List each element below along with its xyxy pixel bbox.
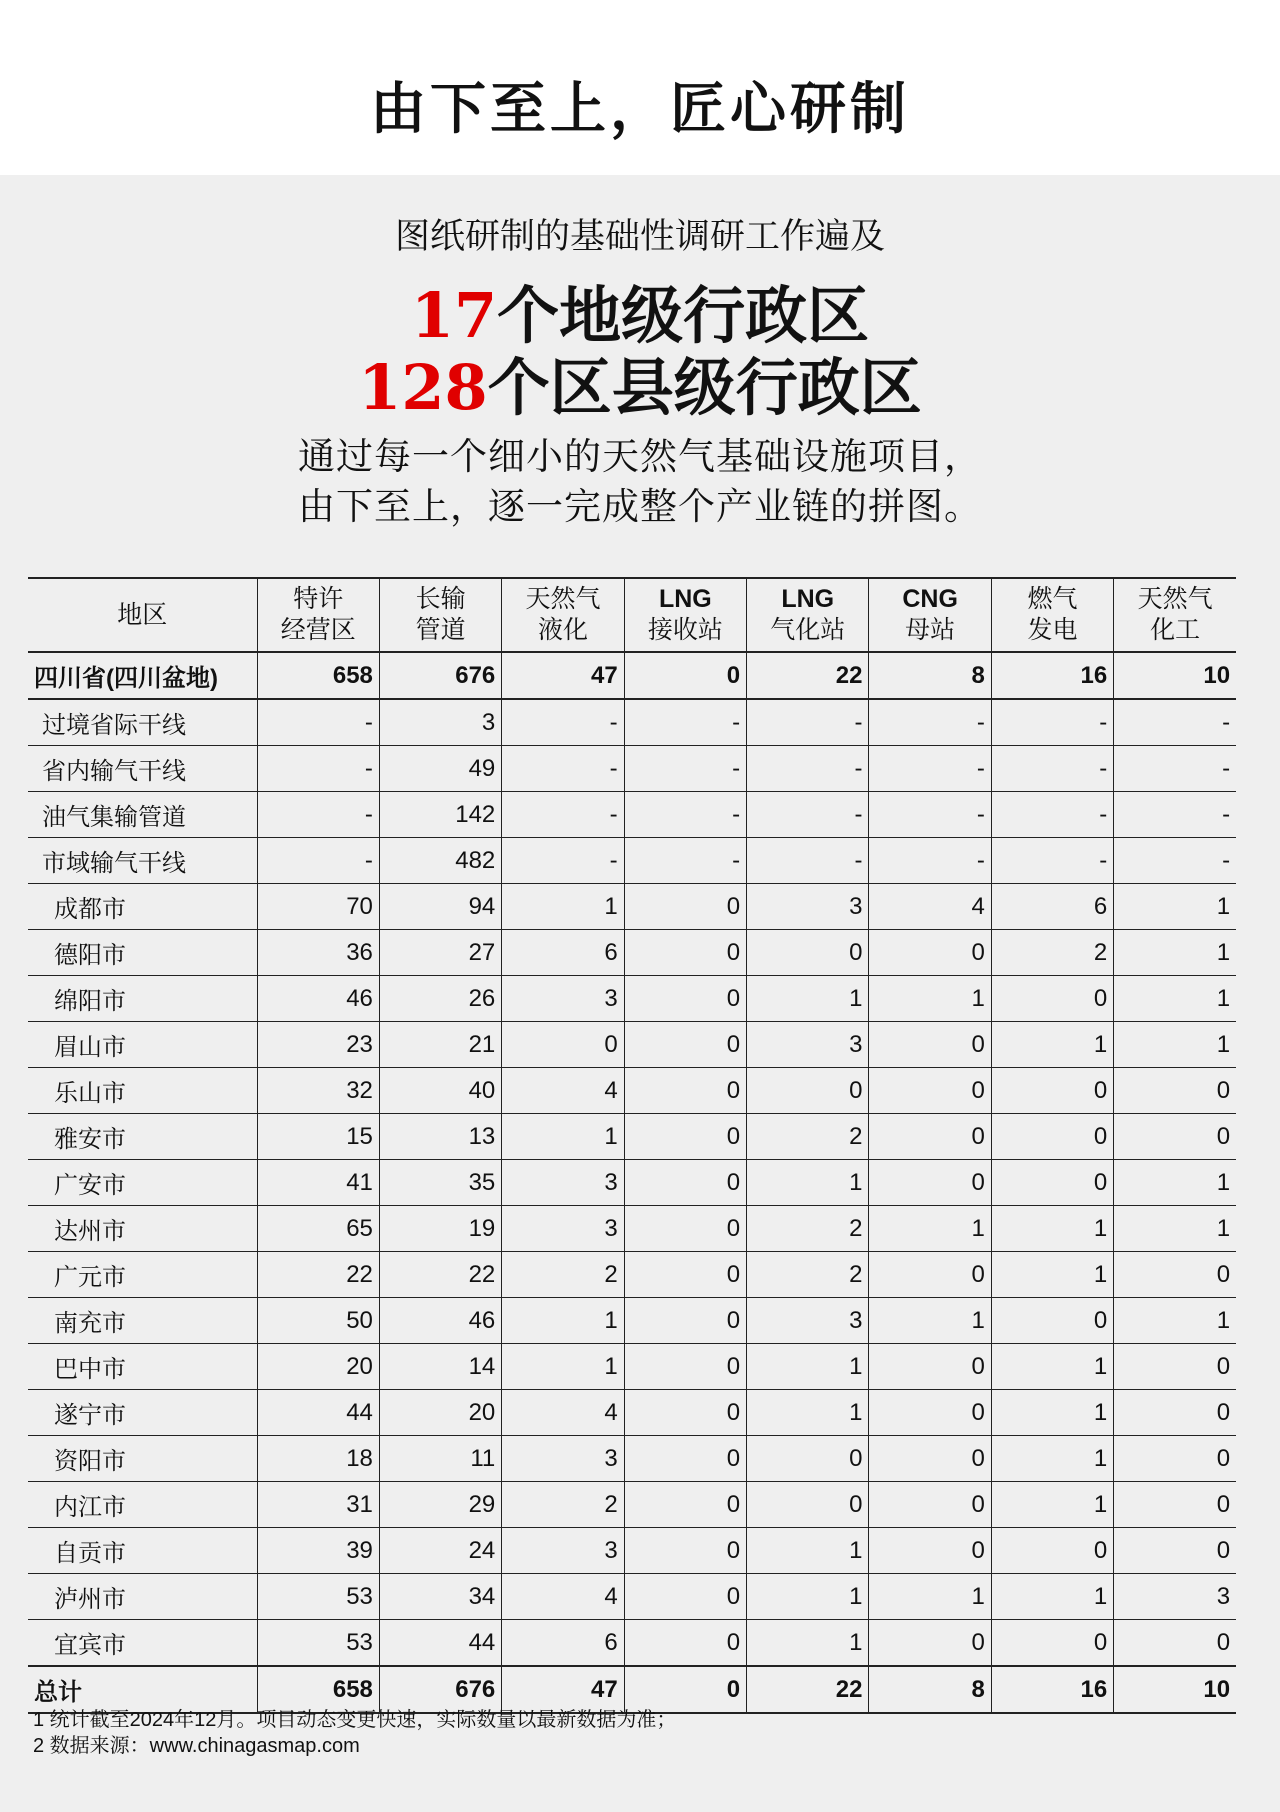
value-cell: 22: [257, 1252, 379, 1298]
value-cell: 1: [991, 1436, 1113, 1482]
value-cell: 1: [747, 1574, 869, 1620]
value-cell: 70: [257, 884, 379, 930]
value-cell: 0: [624, 1620, 746, 1667]
table-row: [28, 1390, 1236, 1436]
value-cell: 0: [1114, 1390, 1236, 1436]
region-name-cell: 资阳市: [28, 1436, 257, 1482]
column-header-7: [991, 578, 1113, 652]
table-row: [28, 884, 1236, 930]
table-row: [28, 792, 1236, 838]
table-row: [28, 1344, 1236, 1390]
value-cell: 0: [624, 1482, 746, 1528]
region-name-cell: 过境省际干线: [28, 699, 257, 746]
value-cell: 0: [991, 1528, 1113, 1574]
footnotes: [33, 1707, 676, 1759]
value-cell: 0: [624, 884, 746, 930]
value-cell: 0: [869, 1068, 991, 1114]
value-cell: -: [747, 746, 869, 792]
table-row: [28, 1068, 1236, 1114]
county-count-line: [0, 352, 1280, 424]
table-row: [28, 699, 1236, 746]
region-name-cell: 眉山市: [28, 1022, 257, 1068]
value-cell: 658: [257, 652, 379, 699]
value-cell: 3: [502, 976, 624, 1022]
table-row: [28, 1620, 1236, 1667]
value-cell: 1: [991, 1022, 1113, 1068]
value-cell: 26: [379, 976, 501, 1022]
table-row: [28, 930, 1236, 976]
value-cell: 0: [624, 1206, 746, 1252]
value-cell: -: [624, 792, 746, 838]
table-row: [28, 1666, 1236, 1713]
value-cell: -: [991, 792, 1113, 838]
value-cell: 0: [624, 1528, 746, 1574]
value-cell: 47: [502, 652, 624, 699]
page-title: 由下至上，匠心研制: [370, 77, 910, 142]
table-row: [28, 746, 1236, 792]
value-cell: 2: [502, 1482, 624, 1528]
table-row: [28, 1436, 1236, 1482]
prefecture-label: 个地级行政区: [497, 279, 870, 352]
value-cell: -: [502, 792, 624, 838]
value-cell: 1: [1114, 884, 1236, 930]
value-cell: 1: [747, 1528, 869, 1574]
value-cell: 19: [379, 1206, 501, 1252]
value-cell: 0: [991, 1298, 1113, 1344]
value-cell: 1: [747, 976, 869, 1022]
value-cell: 50: [257, 1298, 379, 1344]
value-cell: 0: [624, 930, 746, 976]
value-cell: 3: [747, 1298, 869, 1344]
value-cell: 6: [991, 884, 1113, 930]
value-cell: 53: [257, 1574, 379, 1620]
value-cell: 31: [257, 1482, 379, 1528]
column-header-line-1: LNG: [658, 585, 712, 613]
value-cell: 1: [991, 1206, 1113, 1252]
value-cell: 0: [747, 1068, 869, 1114]
column-header-2: [379, 578, 501, 652]
column-header-4: [624, 578, 746, 652]
value-cell: 3: [502, 1436, 624, 1482]
county-label: 个区县级行政区: [487, 351, 922, 424]
region-name-cell: 市域输气干线: [28, 838, 257, 884]
table-row: [28, 1114, 1236, 1160]
value-cell: 16: [991, 652, 1113, 699]
value-cell: 22: [379, 1252, 501, 1298]
value-cell: 1: [869, 1574, 991, 1620]
value-cell: -: [257, 746, 379, 792]
column-header-8: [1114, 578, 1236, 652]
value-cell: 0: [624, 1298, 746, 1344]
value-cell: 142: [379, 792, 501, 838]
value-cell: 0: [869, 1344, 991, 1390]
value-cell: -: [869, 838, 991, 884]
county-count: 128: [358, 351, 488, 424]
value-cell: 14: [379, 1344, 501, 1390]
value-cell: 3: [747, 1022, 869, 1068]
value-cell: 658: [257, 1666, 379, 1713]
value-cell: 1: [991, 1482, 1113, 1528]
value-cell: 1: [1114, 1160, 1236, 1206]
description-line-2: 由下至上，逐一完成整个产业链的拼图。: [298, 485, 982, 528]
column-header-line-1: 长输: [415, 585, 466, 613]
value-cell: 3: [379, 699, 501, 746]
column-header-line-2: 母站: [905, 616, 956, 644]
value-cell: 46: [257, 976, 379, 1022]
footnote-2: 2 数据来源：www.chinagasmap.com: [33, 1735, 360, 1757]
value-cell: 8: [869, 652, 991, 699]
value-cell: 1: [1114, 1298, 1236, 1344]
value-cell: 46: [379, 1298, 501, 1344]
value-cell: 41: [257, 1160, 379, 1206]
column-header-1: [257, 578, 379, 652]
region-name-cell: 遂宁市: [28, 1390, 257, 1436]
region-name-cell: 宜宾市: [28, 1620, 257, 1667]
column-header-5: [747, 578, 869, 652]
value-cell: 44: [257, 1390, 379, 1436]
value-cell: 0: [869, 1114, 991, 1160]
table-row: [28, 1206, 1236, 1252]
column-header-line-1: LNG: [781, 585, 835, 613]
value-cell: 0: [624, 652, 746, 699]
value-cell: -: [257, 838, 379, 884]
value-cell: -: [502, 699, 624, 746]
table-row: [28, 1528, 1236, 1574]
region-name-cell: 油气集输管道: [28, 792, 257, 838]
table-row: [28, 1574, 1236, 1620]
region-name-cell: 四川省(四川盆地): [28, 652, 257, 699]
region-name-cell: 自贡市: [28, 1528, 257, 1574]
intro-lead: 图纸研制的基础性调研工作遍及: [394, 217, 885, 257]
value-cell: 1: [502, 1298, 624, 1344]
value-cell: 0: [869, 1390, 991, 1436]
value-cell: 10: [1114, 1666, 1236, 1713]
value-cell: 4: [502, 1574, 624, 1620]
value-cell: 1: [991, 1252, 1113, 1298]
value-cell: 6: [502, 1620, 624, 1667]
value-cell: -: [869, 699, 991, 746]
value-cell: 0: [624, 1390, 746, 1436]
value-cell: -: [747, 699, 869, 746]
footnote-1: 1 统计截至2024年12月。项目动态变更快速，实际数量以最新数据为准；: [33, 1709, 677, 1731]
value-cell: 35: [379, 1160, 501, 1206]
value-cell: -: [624, 699, 746, 746]
column-header-line-2: 化工: [1150, 616, 1201, 644]
table-body: [28, 652, 1236, 1713]
value-cell: 0: [1114, 1620, 1236, 1667]
value-cell: 0: [624, 1436, 746, 1482]
value-cell: 2: [747, 1252, 869, 1298]
region-name-cell: 乐山市: [28, 1068, 257, 1114]
region-name-cell: 雅安市: [28, 1114, 257, 1160]
intro-section: [0, 175, 1280, 575]
value-cell: 0: [869, 1482, 991, 1528]
region-name-cell: 绵阳市: [28, 976, 257, 1022]
value-cell: 0: [1114, 1344, 1236, 1390]
value-cell: 65: [257, 1206, 379, 1252]
header-band: [0, 0, 1280, 175]
region-name-cell: 巴中市: [28, 1344, 257, 1390]
column-header-line-1: 地区: [117, 600, 168, 629]
value-cell: 4: [869, 884, 991, 930]
value-cell: -: [747, 792, 869, 838]
value-cell: 3: [502, 1206, 624, 1252]
value-cell: 39: [257, 1528, 379, 1574]
value-cell: 1: [502, 1114, 624, 1160]
value-cell: 0: [991, 1068, 1113, 1114]
table-row: [28, 838, 1236, 884]
value-cell: 10: [1114, 652, 1236, 699]
table-row: [28, 1160, 1236, 1206]
value-cell: 4: [502, 1390, 624, 1436]
value-cell: -: [502, 838, 624, 884]
value-cell: 1: [502, 1344, 624, 1390]
value-cell: 18: [257, 1436, 379, 1482]
value-cell: 0: [624, 1022, 746, 1068]
value-cell: 0: [991, 976, 1113, 1022]
value-cell: 3: [502, 1160, 624, 1206]
region-name-cell: 总计: [28, 1666, 257, 1713]
value-cell: 22: [747, 1666, 869, 1713]
value-cell: 47: [502, 1666, 624, 1713]
value-cell: 0: [624, 1114, 746, 1160]
region-name-cell: 泸州市: [28, 1574, 257, 1620]
table-header-row: [28, 578, 1236, 652]
value-cell: 0: [869, 1252, 991, 1298]
value-cell: 1: [991, 1574, 1113, 1620]
region-name-cell: 成都市: [28, 884, 257, 930]
column-header-6: [869, 578, 991, 652]
region-name-cell: 德阳市: [28, 930, 257, 976]
value-cell: 0: [1114, 1528, 1236, 1574]
value-cell: 1: [991, 1390, 1113, 1436]
table-row: [28, 1298, 1236, 1344]
value-cell: 0: [747, 930, 869, 976]
value-cell: 2: [991, 930, 1113, 976]
value-cell: 1: [869, 976, 991, 1022]
value-cell: 0: [747, 1436, 869, 1482]
value-cell: 1: [747, 1390, 869, 1436]
table-row: [28, 1022, 1236, 1068]
region-name-cell: 广安市: [28, 1160, 257, 1206]
column-header-line-2: 管道: [415, 616, 466, 644]
value-cell: -: [257, 699, 379, 746]
value-cell: -: [991, 746, 1113, 792]
value-cell: 11: [379, 1436, 501, 1482]
table-row: [28, 652, 1236, 699]
value-cell: -: [1114, 838, 1236, 884]
value-cell: 53: [257, 1620, 379, 1667]
column-header-line-2: 经营区: [280, 616, 356, 644]
value-cell: 23: [257, 1022, 379, 1068]
value-cell: 0: [991, 1160, 1113, 1206]
value-cell: 0: [747, 1482, 869, 1528]
value-cell: 0: [1114, 1114, 1236, 1160]
value-cell: 49: [379, 746, 501, 792]
value-cell: 0: [869, 1528, 991, 1574]
table-row: [28, 976, 1236, 1022]
value-cell: -: [991, 838, 1113, 884]
value-cell: 8: [869, 1666, 991, 1713]
value-cell: 13: [379, 1114, 501, 1160]
value-cell: -: [869, 792, 991, 838]
value-cell: 2: [747, 1114, 869, 1160]
value-cell: 15: [257, 1114, 379, 1160]
value-cell: 16: [991, 1666, 1113, 1713]
value-cell: 0: [869, 1022, 991, 1068]
prefecture-count-line: [0, 280, 1280, 352]
description-line-1: 通过每一个细小的天然气基础设施项目，: [298, 435, 982, 478]
value-cell: 1: [869, 1298, 991, 1344]
value-cell: -: [502, 746, 624, 792]
table-row: [28, 1482, 1236, 1528]
column-header-line-1: CNG: [902, 585, 958, 613]
value-cell: 0: [624, 1666, 746, 1713]
value-cell: 0: [1114, 1252, 1236, 1298]
column-header-line-2: 接收站: [647, 616, 723, 644]
region-name-cell: 广元市: [28, 1252, 257, 1298]
value-cell: -: [1114, 699, 1236, 746]
value-cell: 676: [379, 652, 501, 699]
value-cell: 1: [747, 1160, 869, 1206]
value-cell: 32: [257, 1068, 379, 1114]
column-header-line-2: 气化站: [770, 616, 846, 644]
value-cell: 0: [1114, 1068, 1236, 1114]
value-cell: 0: [624, 1068, 746, 1114]
value-cell: 21: [379, 1022, 501, 1068]
value-cell: 27: [379, 930, 501, 976]
value-cell: 94: [379, 884, 501, 930]
value-cell: 40: [379, 1068, 501, 1114]
value-cell: 0: [869, 1620, 991, 1667]
column-header-line-1: 燃气: [1027, 585, 1078, 613]
value-cell: 1: [869, 1206, 991, 1252]
value-cell: 1: [747, 1620, 869, 1667]
table-header: [28, 578, 1236, 652]
value-cell: 2: [502, 1252, 624, 1298]
value-cell: -: [869, 746, 991, 792]
value-cell: 29: [379, 1482, 501, 1528]
value-cell: 0: [502, 1022, 624, 1068]
column-header-line-1: 天然气: [525, 585, 601, 613]
value-cell: 0: [624, 1574, 746, 1620]
value-cell: -: [1114, 746, 1236, 792]
value-cell: -: [991, 699, 1113, 746]
value-cell: 1: [1114, 1206, 1236, 1252]
value-cell: 0: [869, 1160, 991, 1206]
value-cell: 2: [747, 1206, 869, 1252]
value-cell: 24: [379, 1528, 501, 1574]
column-header-3: [502, 578, 624, 652]
value-cell: 0: [869, 1436, 991, 1482]
value-cell: 1: [991, 1344, 1113, 1390]
value-cell: 0: [869, 930, 991, 976]
column-header-line-2: 液化: [537, 616, 588, 644]
value-cell: 3: [502, 1528, 624, 1574]
value-cell: 1: [1114, 1022, 1236, 1068]
value-cell: 34: [379, 1574, 501, 1620]
value-cell: 676: [379, 1666, 501, 1713]
value-cell: 20: [257, 1344, 379, 1390]
value-cell: -: [1114, 792, 1236, 838]
value-cell: 0: [1114, 1482, 1236, 1528]
value-cell: -: [257, 792, 379, 838]
value-cell: 4: [502, 1068, 624, 1114]
column-header-line-1: 特许: [293, 585, 344, 613]
value-cell: 1: [747, 1344, 869, 1390]
prefecture-count: 17: [410, 279, 498, 352]
value-cell: 6: [502, 930, 624, 976]
region-name-cell: 省内输气干线: [28, 746, 257, 792]
value-cell: -: [624, 746, 746, 792]
value-cell: 20: [379, 1390, 501, 1436]
value-cell: 44: [379, 1620, 501, 1667]
table-row: [28, 1252, 1236, 1298]
value-cell: 0: [1114, 1436, 1236, 1482]
region-name-cell: 南充市: [28, 1298, 257, 1344]
value-cell: 1: [502, 884, 624, 930]
value-cell: 22: [747, 652, 869, 699]
value-cell: -: [747, 838, 869, 884]
value-cell: 3: [747, 884, 869, 930]
value-cell: 0: [624, 1344, 746, 1390]
value-cell: 1: [1114, 976, 1236, 1022]
value-cell: 36: [257, 930, 379, 976]
region-name-cell: 内江市: [28, 1482, 257, 1528]
column-header-line-2: 发电: [1027, 616, 1078, 644]
value-cell: 0: [991, 1620, 1113, 1667]
value-cell: -: [624, 838, 746, 884]
value-cell: 482: [379, 838, 501, 884]
statistics-table: [28, 577, 1236, 1714]
value-cell: 3: [1114, 1574, 1236, 1620]
value-cell: 0: [624, 1252, 746, 1298]
column-header-0: [28, 578, 257, 652]
value-cell: 0: [991, 1114, 1113, 1160]
value-cell: 0: [624, 1160, 746, 1206]
column-header-line-1: 天然气: [1137, 585, 1213, 613]
value-cell: 0: [624, 976, 746, 1022]
value-cell: 1: [1114, 930, 1236, 976]
region-name-cell: 达州市: [28, 1206, 257, 1252]
